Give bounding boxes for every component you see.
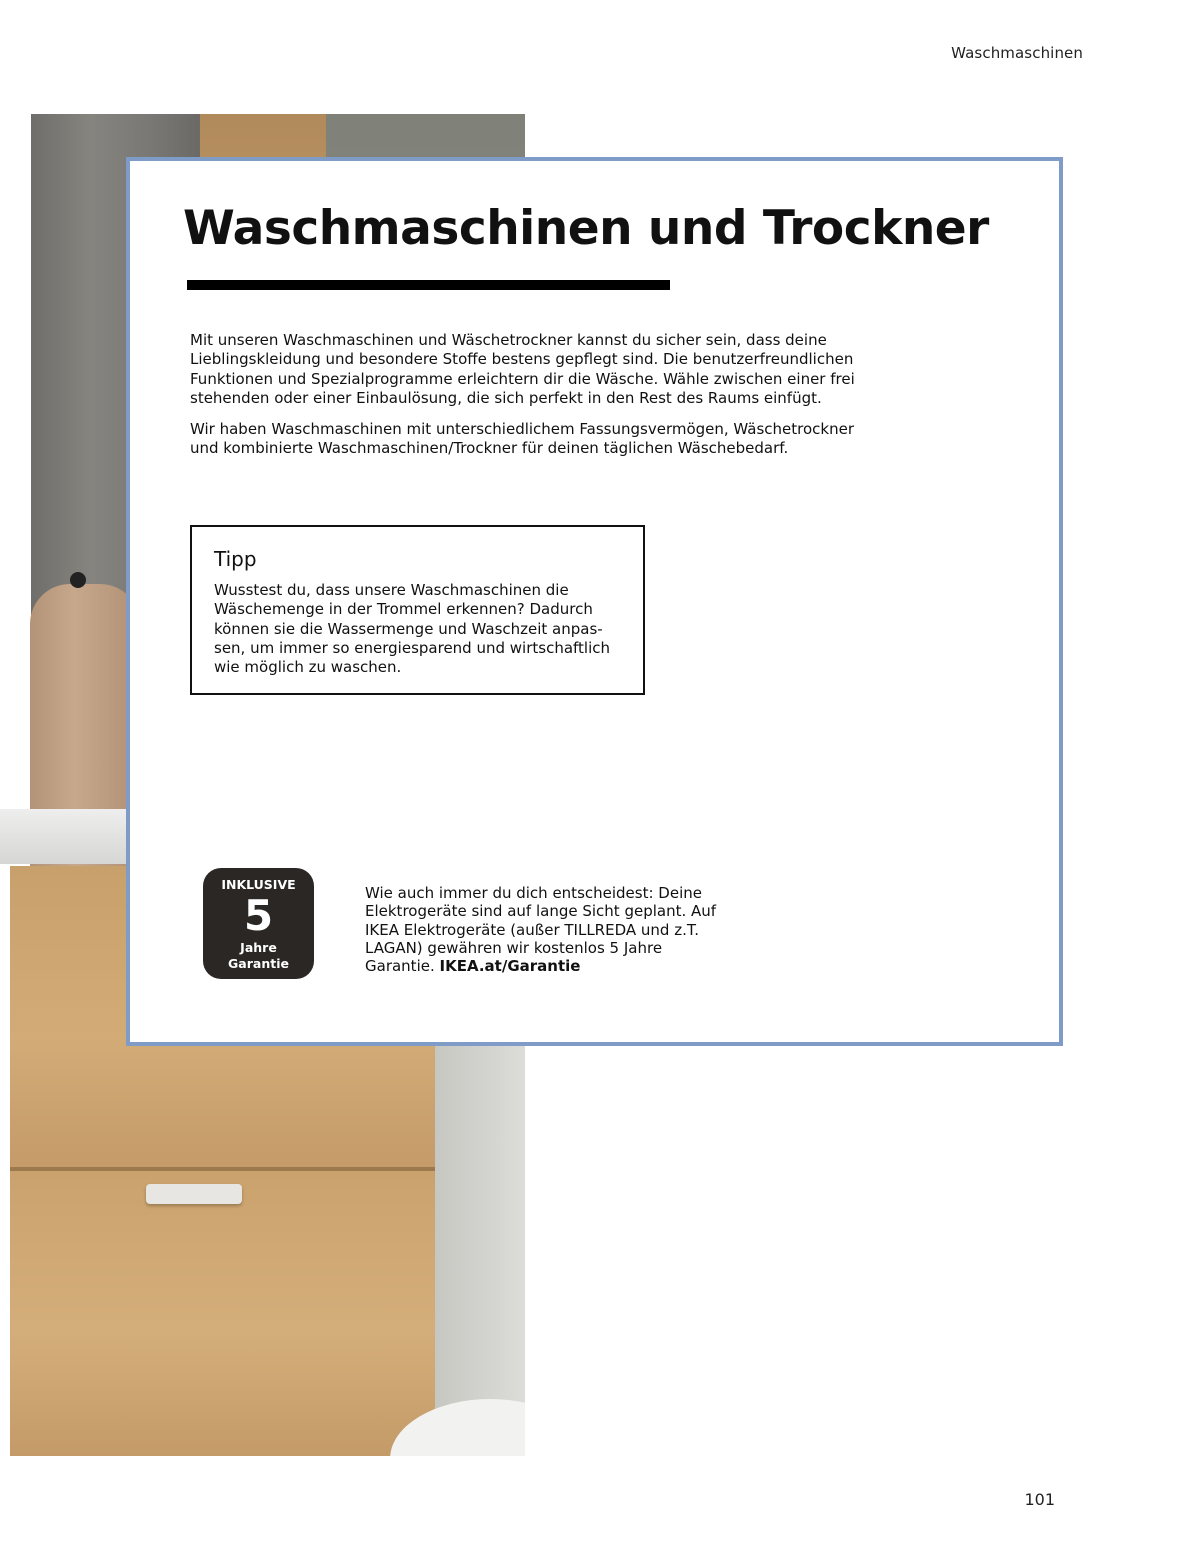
warranty-body: Wie auch immer du dich entscheidest: Deine Elektrogeräte sind auf lange Sicht geplant. Auf IKEA Elektrogeräte (außer TILLREDA und z.T. LAGAN) gewähren wir kostenlos 5 Jahre Garantie. bbox=[365, 884, 717, 976]
tip-text: Wusstest du, dass unsere Waschmaschinen die Wäschemenge in der Trommel erkennen? Dadurch können sie die Wassermenge und Waschzeit anpas-sen, um immer so energiesparend und wirtschaftlich wie möglich zu waschen. bbox=[214, 581, 610, 677]
warranty-badge bbox=[203, 868, 314, 979]
warranty-text bbox=[365, 884, 725, 975]
intro-text bbox=[190, 331, 880, 471]
badge-line1: Jahre bbox=[240, 940, 277, 955]
title-rule bbox=[187, 280, 670, 290]
running-head: Waschmaschinen bbox=[951, 44, 1083, 62]
intro-paragraph: Mit unseren Waschmaschinen und Wäschetrockner kannst du sicher sein, dass deine Lieblingskleidung und besondere Stoffe bestens gepflegt sind. Die benutzerfreundlichen Funktionen und Spezialprogramme erleichtern dir die Wäsche. Wähle zwischen einer frei stehenden oder einer Einbaulösung, die sich perfekt in den Rest des Raums einfügt. bbox=[190, 331, 855, 407]
badge-line2: Garantie bbox=[228, 956, 289, 971]
badge-number: 5 bbox=[243, 891, 274, 940]
page-title: Waschmaschinen und Trockner bbox=[183, 201, 989, 256]
warranty-link[interactable]: IKEA.at/Garantie bbox=[439, 957, 581, 976]
info-card bbox=[126, 157, 1063, 1046]
tip-title: Tipp bbox=[214, 547, 257, 571]
intro-paragraph: Wir haben Waschmaschinen mit unterschiedlichem Fassungsvermögen, Wäschetrockner und kombinierte Waschmaschinen/Trockner für deinen täglichen Wäschebedarf. bbox=[190, 420, 855, 458]
tip-box bbox=[190, 525, 645, 695]
page-number: 101 bbox=[1024, 1490, 1055, 1509]
badge-top-label: INKLUSIVE bbox=[221, 877, 296, 892]
